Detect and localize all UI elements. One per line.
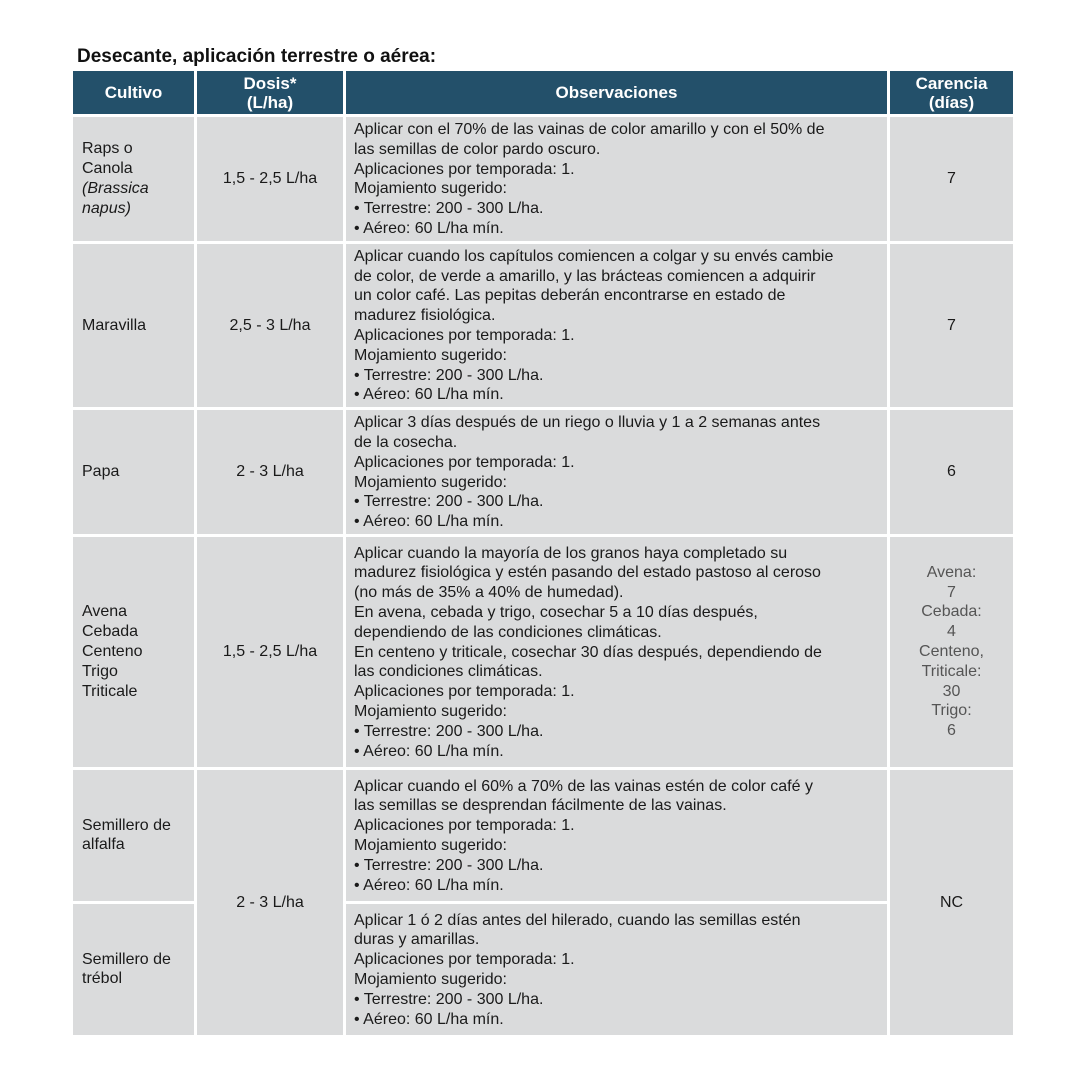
cell-line: alfalfa (82, 836, 125, 854)
cell-line: • Aéreo: 60 L/ha mín. (354, 742, 504, 760)
cell-cultivo (73, 244, 194, 407)
cell-line: 30 (942, 682, 961, 700)
cell-line: En avena, cebada y trigo, cosechar 5 a 10 días después, (354, 603, 758, 621)
cell-line: 6 (947, 463, 956, 481)
cell-cultivo (73, 117, 194, 241)
cell-line: Canola (82, 160, 133, 178)
cell-line: (no más de 35% a 40% de humedad). (354, 584, 624, 602)
cell-line: • Aéreo: 60 L/ha mín. (354, 876, 504, 894)
cell-line: • Terrestre: 200 - 300 L/ha. (354, 990, 544, 1008)
cell-line: Aplicar con el 70% de las vainas de color amarillo y con el 50% de (354, 121, 825, 138)
cell-line: trébol (82, 970, 123, 988)
cell-line: 7 (947, 316, 956, 334)
cell-line: Mojamiento sugerido: (354, 180, 507, 198)
cell-line: 7 (947, 169, 956, 187)
cell-line: Aplicar 1 ó 2 días antes del hilerado, cuando las semillas estén (354, 911, 801, 929)
cell-line: Avena (82, 603, 128, 621)
cell-line: duras y amarillas. (354, 931, 480, 949)
cell-dosis: 2 - 3 L/ha (197, 770, 343, 1035)
cell-line: En centeno y triticale, cosechar 30 días después, dependiendo de (354, 643, 822, 661)
cell-observaciones (346, 410, 887, 534)
cell-line: Cebada (82, 623, 139, 641)
cell-line: • Terrestre: 200 - 300 L/ha. (354, 200, 544, 218)
cell-observaciones (346, 904, 887, 1035)
cell-observaciones (346, 117, 887, 241)
cell-line: Mojamiento sugerido: (354, 836, 507, 854)
cell-observaciones (346, 770, 887, 901)
cell-carencia (890, 410, 1013, 534)
cell-line: Centeno (82, 643, 143, 661)
cell-line: 4 (947, 623, 956, 641)
cell-line: Aplicaciones por temporada: 1. (354, 683, 575, 701)
cell-line: madurez fisiológica. (354, 307, 496, 325)
cell-line: Mojamiento sugerido: (354, 970, 507, 988)
cell-line: Mojamiento sugerido: (354, 346, 507, 364)
cell-line: Triticale (82, 682, 138, 700)
cell-line: Semillero de (82, 950, 171, 968)
cell-line: Cebada: (921, 603, 982, 621)
cell-line: • Aéreo: 60 L/ha mín. (354, 1010, 504, 1028)
cell-carencia (890, 770, 1013, 1035)
cell-dosis: 1,5 - 2,5 L/ha (197, 537, 343, 767)
cell-line: Trigo: (931, 702, 972, 720)
cell-line: dependiendo de las condiciones climáticas. (354, 623, 662, 641)
header-observaciones: Observaciones (346, 71, 887, 114)
cell-dosis: 2 - 3 L/ha (197, 410, 343, 534)
cell-line: Triticale: (921, 662, 982, 680)
header-dosis-line2: (L/ha) (246, 92, 294, 112)
cell-line: Papa (82, 463, 120, 481)
header-dosis (197, 71, 343, 114)
table-row (73, 410, 1013, 534)
cell-line: Aplicar cuando la mayoría de los granos haya completado su (354, 544, 788, 562)
header-carencia-line1: Carencia (915, 73, 988, 93)
cell-dosis: 2,5 - 3 L/ha (197, 244, 343, 407)
cell-line: Maravilla (82, 316, 147, 334)
cell-line: de color, de verde a amarillo, y las brácteas comiencen a adquirir (354, 267, 816, 285)
cell-line: las semillas se desprendan fácilmente de las vainas. (354, 797, 727, 815)
cell-dosis: 1,5 - 2,5 L/ha (197, 117, 343, 241)
cell-line: las semillas de color pardo oscuro. (354, 140, 601, 158)
cell-line: • Aéreo: 60 L/ha mín. (354, 386, 504, 404)
cell-cultivo (73, 770, 194, 901)
cell-line: Aplicaciones por temporada: 1. (354, 951, 575, 969)
cell-cultivo (73, 410, 194, 534)
cell-line: un color café. Las pepitas deberán encontrarse en estado de (354, 287, 786, 305)
cell-line: 7 (947, 583, 956, 601)
cell-line: Aplicar 3 días después de un riego o lluvia y 1 a 2 semanas antes (354, 414, 821, 432)
header-carencia (890, 71, 1013, 114)
section-title: Desecante, aplicación terrestre o aérea: (77, 46, 437, 67)
cell-cultivo (73, 537, 194, 767)
cell-observaciones (346, 537, 887, 767)
cell-line: Semillero de (82, 816, 171, 834)
table-row (73, 770, 1013, 901)
cell-line: de la cosecha. (354, 433, 458, 451)
cell-line: • Terrestre: 200 - 300 L/ha. (354, 722, 544, 740)
cell-line: Mojamiento sugerido: (354, 702, 507, 720)
cell-line: Trigo (82, 662, 118, 680)
cell-line: Aplicaciones por temporada: 1. (354, 326, 575, 344)
header-dosis-line1: Dosis* (243, 73, 297, 93)
cell-carencia (890, 117, 1013, 241)
cell-line: NC (939, 893, 964, 911)
header-cultivo: Cultivo (73, 71, 194, 114)
cell-cultivo (73, 904, 194, 1035)
table-row (73, 244, 1013, 407)
cell-line: Aplicar cuando el 60% a 70% de las vainas estén de color café y (354, 777, 813, 795)
cell-carencia (890, 244, 1013, 407)
cell-line: Mojamiento sugerido: (354, 473, 507, 491)
header-carencia-line2: (días) (928, 92, 975, 112)
cell-carencia (890, 537, 1013, 767)
cell-line: Centeno, (919, 643, 984, 661)
cell-line: Raps o (82, 140, 133, 158)
cell-line: • Aéreo: 60 L/ha mín. (354, 219, 504, 237)
cell-line-italic: napus) (82, 199, 131, 217)
cell-line: • Terrestre: 200 - 300 L/ha. (354, 366, 544, 384)
cell-line: Aplicaciones por temporada: 1. (354, 817, 575, 835)
table-header-row (73, 71, 1013, 114)
cell-line: madurez fisiológica y estén pasando del estado pastoso al ceroso (354, 564, 821, 582)
table-row (73, 537, 1013, 767)
cell-observaciones (346, 244, 887, 407)
cell-line: 6 (947, 722, 956, 740)
cell-line: Aplicaciones por temporada: 1. (354, 453, 575, 471)
cell-line: Aplicar cuando los capítulos comiencen a colgar y su envés cambie (354, 247, 834, 265)
desiccant-table (70, 68, 1016, 1038)
cell-line-italic: (Brassica (82, 179, 149, 197)
cell-line: • Terrestre: 200 - 300 L/ha. (354, 493, 544, 511)
cell-line: Avena: (926, 563, 977, 581)
cell-line: • Terrestre: 200 - 300 L/ha. (354, 856, 544, 874)
cell-line: las condiciones climáticas. (354, 663, 543, 681)
table-row (73, 117, 1013, 241)
cell-line: Aplicaciones por temporada: 1. (354, 160, 575, 178)
cell-line: • Aéreo: 60 L/ha mín. (354, 513, 504, 531)
